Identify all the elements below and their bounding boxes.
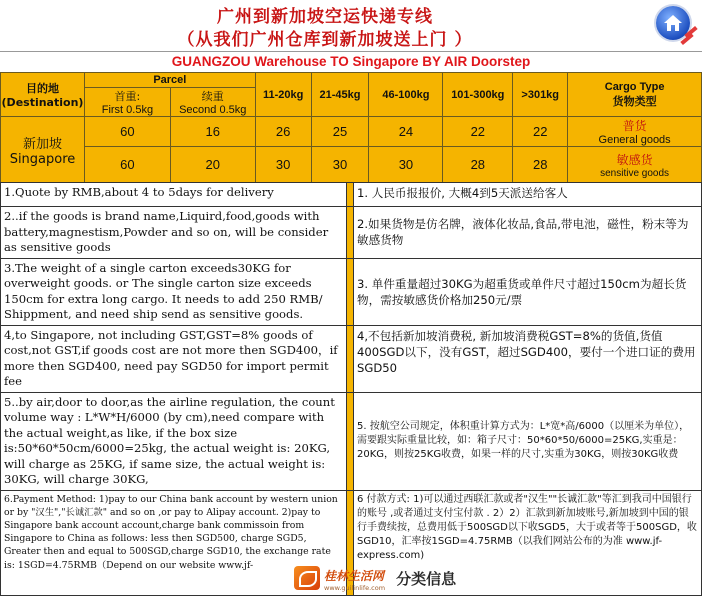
- col-weight-1: 11-20kg: [255, 73, 311, 117]
- cargo-type-cell: [568, 147, 702, 183]
- col-second-weight: [170, 88, 255, 117]
- note-row: [1, 325, 702, 392]
- rate-w1: 26: [255, 117, 311, 147]
- rate-row-sensitive: [1, 147, 702, 183]
- note-row: [1, 207, 702, 259]
- notes-table: [0, 182, 702, 596]
- col-second-en: Second 0.5kg: [179, 104, 247, 116]
- watermark: [294, 565, 459, 591]
- col-first-en: First 0.5kg: [101, 104, 154, 116]
- page-title: 广州到新加坡空运快递专线: [217, 7, 433, 27]
- divider: [347, 325, 354, 392]
- divider: [347, 207, 354, 259]
- col-weight-3: 46-100kg: [369, 73, 443, 117]
- watermark-logo-icon: [294, 566, 320, 590]
- rate-w5: 22: [513, 117, 568, 147]
- note-en: 6.Payment Method: 1)pay to our China bank account by western union or by "汉生","长诚汇款" and so on ,or pay to Alipay account. 2)pay to Singapore bank account account,charge bank commissoin from Singapore to China as follows: less then SGD500, charge SGD5, Greater then and equal to 500SGD,charge SGD10, the exchange rate is: 1SGD=4.75RMB（Depend on our website www.jf-: [1, 490, 347, 595]
- rate-second: 16: [170, 117, 255, 147]
- col-destination-en: (Destination): [1, 96, 84, 109]
- home-icon: [663, 13, 683, 33]
- rate-w4: 22: [443, 117, 513, 147]
- rate-first: 60: [84, 147, 170, 183]
- note-cn: 6 付款方式: 1)可以通过西联汇款或者"汉生""长诚汇款"等汇到我司中国银行的账号 ,或者通过支付宝付款 . 2）2）汇款到新加坡账号,新加坡到中国的银行手费续按，总费用低于500SGD以下收SGD5，大于或者等于500SGD，收SGD10，汇率按1SGD=4.75RMB（以我们网站公布的为准 www.jf-express.com): [354, 490, 702, 595]
- watermark-site-block: [324, 565, 385, 592]
- destination-en: Singapore: [9, 151, 76, 167]
- col-weight-4: 101-300kg: [443, 73, 513, 117]
- rate-w5: 28: [513, 147, 568, 183]
- col-cargo-cn: 货物类型: [612, 94, 657, 108]
- cargo-type-cn: 敏感货: [616, 152, 653, 167]
- rate-row-general: [1, 117, 702, 147]
- note-row: [1, 392, 702, 490]
- cargo-type-cell: [568, 117, 702, 147]
- divider: [347, 392, 354, 490]
- note-cn: 1. 人民币报报价, 大概4到5天派送给客人: [354, 183, 702, 207]
- cargo-type-cn: 普货: [622, 119, 647, 133]
- cargo-type-en: General goods: [598, 134, 671, 146]
- destination-cell: [1, 117, 85, 183]
- note-en: 1.Quote by RMB,about 4 to 5days for delivery: [1, 183, 347, 207]
- col-second-cn: 续重: [201, 90, 224, 103]
- col-destination-cn: 目的地: [25, 82, 59, 95]
- cargo-type-en: sensitive goods: [600, 167, 670, 179]
- page-subtitle: （从我们广州仓库到新加坡送上门 ）: [177, 30, 473, 50]
- col-parcel: Parcel: [84, 73, 255, 88]
- note-en: 2..if the goods is brand name,Liquird,food,goods with battery,magnestism,Powder and so on, will be consider as sensitive goods: [1, 207, 347, 259]
- rate-table: [0, 72, 702, 183]
- divider: [347, 258, 354, 325]
- divider: [347, 183, 354, 207]
- rate-second: 20: [170, 147, 255, 183]
- rate-w1: 30: [255, 147, 311, 183]
- note-en: 3.The weight of a single carton exceeds30KG for overweight goods. or The single carton size exceeds 150cm for extra long cargo. It needs to add 250 RMB/ Shippment, and need ship send as sensitive goods.: [1, 258, 347, 325]
- rate-w3: 30: [369, 147, 443, 183]
- page-header: [0, 0, 702, 51]
- watermark-url: www.guilinlife.com: [324, 583, 386, 592]
- col-cargo-en: Cargo Type: [604, 80, 665, 93]
- rate-w2: 25: [311, 117, 369, 147]
- col-first-weight: [84, 88, 170, 117]
- note-cn: 3. 单件重量超过30KG为超重货或单件尺寸超过150cm为超长货物，需按敏感货价格加250元/票: [354, 258, 702, 325]
- watermark-tag: 分类信息: [393, 568, 459, 589]
- watermark-site: 桂林生活网: [324, 568, 385, 583]
- note-row: [1, 258, 702, 325]
- route-banner: GUANGZOU Warehouse TO Singapore BY AIR Doorstep: [0, 51, 702, 73]
- note-cn: 4,不包括新加坡消费税, 新加坡消费税GST=8%的货值,货值400SGD以下，没有GST，超过SGD400，要付一个进口证的费用SGD50: [354, 325, 702, 392]
- rate-w3: 24: [369, 117, 443, 147]
- note-cn: 5. 按航空公司规定，体积重计算方式为：L*宽*高/6000（以厘米为单位），需要跟实际重量比较，如：箱子尺寸：50*60*50/6000=25KG,实重是：20KG，则按25KG收费，如果一样的尺寸,实重为30KG，则按30KG收费: [354, 392, 702, 490]
- col-weight-5: >301kg: [513, 73, 568, 117]
- rate-first: 60: [84, 117, 170, 147]
- col-first-cn: 首重:: [114, 90, 141, 103]
- col-cargo-type: [568, 73, 702, 117]
- note-cn: 2.如果货物是仿名牌，液体化妆品,食品,带电池，磁性，粉末等为敏感货物: [354, 207, 702, 259]
- note-en: 5..by air,door to door,as the airline regulation, the count volume way : L*W*H/6000 (by cm),need compare with the actual weight,as like, if the box size is:50*60*50cm/6000=25kg, the actual weight is: 20KG, will charge as 25KG, if same size, the actual weight is: 30KG, will charge 30KG,: [1, 392, 347, 490]
- note-en: 4,to Singapore, not including GST,GST=8% goods of cost,not GST,if goods cost are not more then SGD400，if more then SGD400, need pay SGD50 for import permit fee: [1, 325, 347, 392]
- rate-w4: 28: [443, 147, 513, 183]
- rate-w2: 30: [311, 147, 369, 183]
- destination-cn: 新加坡: [22, 136, 62, 152]
- col-destination: [1, 73, 85, 117]
- col-weight-2: 21-45kg: [311, 73, 369, 117]
- note-row: [1, 183, 702, 207]
